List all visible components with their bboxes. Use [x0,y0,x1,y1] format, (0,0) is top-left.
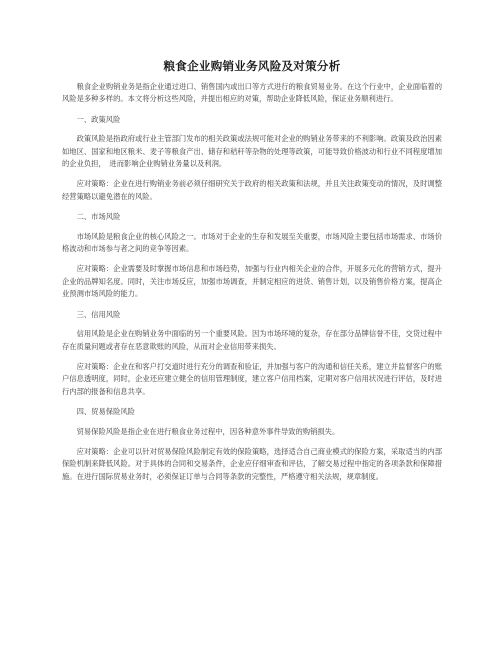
section-heading-market: 二、市场风险 [76,212,121,222]
section-description-market: 市场风险是粮食企业的核心风险之一。市场对于企业的生存和发展至关重要，市场风险主要包括市场需求、市场价格波动和市场参与者之间的竞争等因素。 [62,231,442,254]
document-body [62,81,442,491]
intro-paragraph: 粮食企业购销业务是指企业通过进口、销售国内或出口等方式进行的粮食贸易业务。在这个行业中，企业面临着的风险是多种多样的。本文将分析这些风险，并提出相应的对策，帮助企业降低风险，保证业务顺利进行。 [62,82,442,104]
section-heading-policy: 一、政策风险 [76,114,121,124]
section-strategy-policy: 应对策略：企业在进行购销业务前必须仔细研究关于政府的相关政策和法规，并且关注政策变动的情况，及时调整经营策略以避免潜在的风险。 [62,179,442,201]
section-description-insurance: 贸易保险风险是指企业在进行粮食业务过程中，因各种意外事件导致的购销损失。 [76,426,340,436]
section-strategy-insurance: 应对策略：企业可以针对贸易保险风险制定有效的保险策略，选择适合自己商业模式的保险方案，采取适当的内部保险机制来降低风险。对于具体的合同和交易条件，企业应仔细审查和评估，了解交易过程中指定的各项条款和保障措施。在进行国际贸易业务时，必须保证订单与合同等条款的完整性，严格遵守相关法规，规章制度。 [62,446,442,481]
document-title: 粮食企业购销业务风险及对策分析 [163,59,341,73]
section-strategy-market: 应对策略：企业需要及时掌握市场信息和市场趋势，加强与行业内相关企业的合作，开展多元化的营销方式，提升企业的品牌知名度。同时，关注市场反应，加强市场调查，并制定相应的进货、销售计划，以及销售价格方案，提高企业预测市场风险的能力。 [62,264,442,299]
section-heading-credit: 三、信用风险 [76,309,121,319]
section-heading-insurance: 四、贸易保险风险 [76,407,135,417]
section-description-credit: 信用风险是企业在购销业务中面临的另一个重要风险。因为市场环境的复杂，存在部分品牌信誉不佳，交货过程中存在质量问题或者存在恶意欺账的风险，从而对企业信用带来损失。 [62,329,442,351]
section-description-policy: 政策风险是指政府或行业主管部门发布的相关政策或法规可能对企业的购销业务带来的不利影响。政策及政治因素如地区、国家和地区粮米、麦子等粮食产出、储存和秸秆等杂物的处理等政策，可能导致价格波动和行业不同程度增加的企业负担， 进而影响企业购销业务量以及利润。 [62,134,442,169]
section-strategy-credit: 应对策略：企业在和客户打交道时进行充分的调查和验证，并加强与客户的沟通和信任关系，建立并监督客户的账户信息透明度，同时，企业还应建立健全的信用管理制度，建立客户信用档案，定期对客户信用状况进行评估，及时进行内部的报备和信息共享。 [62,361,442,396]
